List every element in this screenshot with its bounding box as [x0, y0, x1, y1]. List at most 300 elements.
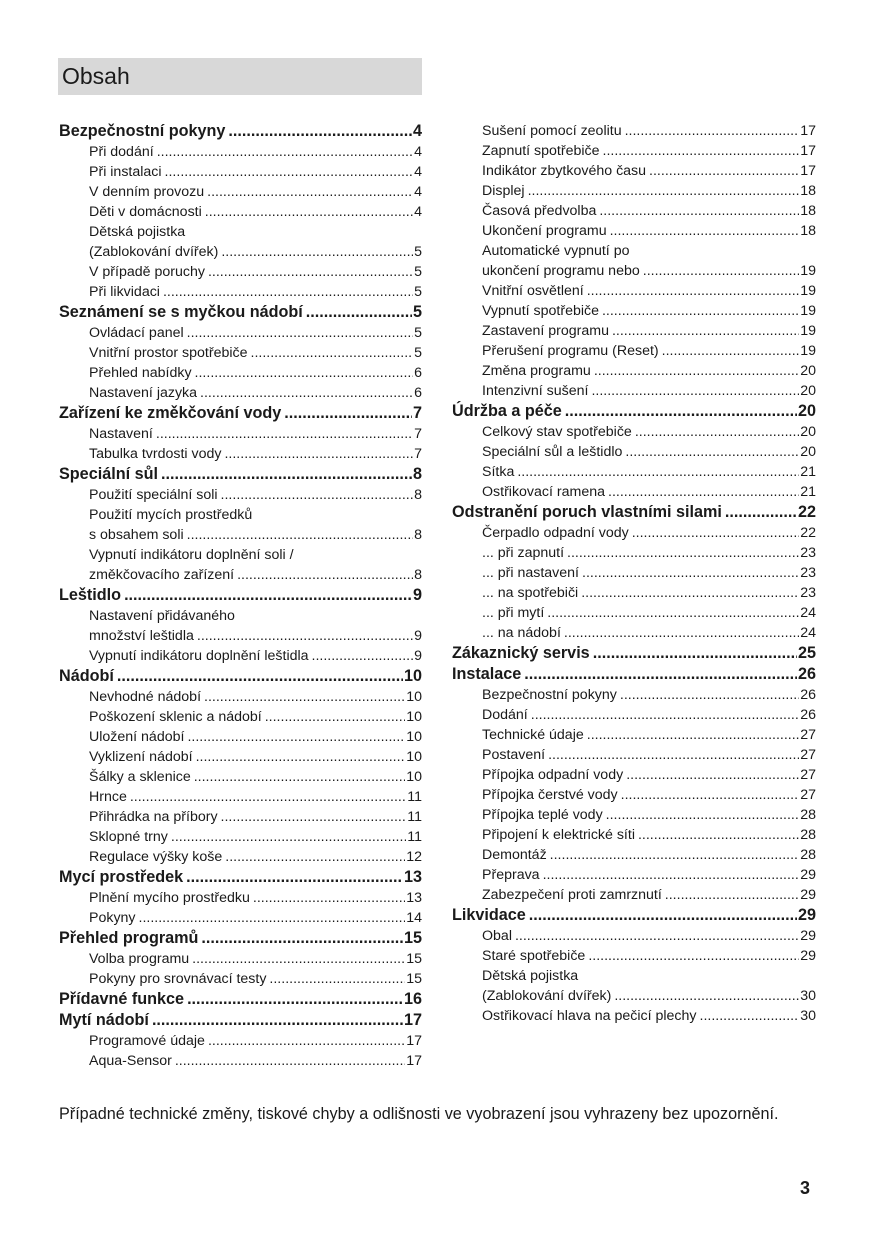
- dot-leader: [187, 323, 413, 343]
- dot-leader: [251, 343, 414, 363]
- dot-leader: [543, 865, 800, 885]
- toc-entry-title: Vyklizení nádobí: [89, 749, 193, 765]
- dot-leader: [591, 381, 799, 401]
- dot-leader: [186, 867, 403, 888]
- toc-page-number: 24: [800, 605, 816, 621]
- dot-leader: [221, 485, 414, 505]
- toc-page-number: 15: [403, 929, 422, 947]
- toc-entry-title: Programové údaje: [89, 1033, 205, 1049]
- toc-heading: [452, 401, 816, 422]
- dot-leader: [139, 908, 406, 928]
- toc-entry: [59, 606, 422, 626]
- toc-page-number: 5: [414, 244, 422, 260]
- toc-entry-title: Přídavné funkce: [59, 990, 185, 1008]
- dot-leader: [515, 926, 799, 946]
- toc-entry-title: Leštidlo: [59, 586, 122, 604]
- toc-page-number: 7: [414, 446, 422, 462]
- toc-page-number: 12: [406, 849, 422, 865]
- toc-page-number: 5: [412, 303, 422, 321]
- toc-entry-title: Vypnutí indikátoru doplnění soli /: [89, 547, 294, 563]
- toc-entry-title: Při dodání: [89, 144, 154, 160]
- toc-page-number: 5: [414, 284, 422, 300]
- toc-entry: [59, 888, 422, 908]
- toc-entry-title: množství leštidla: [89, 628, 194, 644]
- toc-page-number: 27: [800, 787, 816, 803]
- toc-entry-title: Nastavení jazyka: [89, 385, 198, 401]
- toc-entry-title: Vypnutí indikátoru doplnění leštidla: [89, 648, 309, 664]
- toc-page-number: 28: [800, 807, 816, 823]
- toc-heading: [59, 464, 422, 485]
- dot-leader: [284, 403, 412, 424]
- toc-page-number: 9: [412, 586, 422, 604]
- toc-entry-title: Nastavení: [89, 426, 153, 442]
- dot-leader: [625, 121, 800, 141]
- toc-heading: [59, 928, 422, 949]
- toc-entry-title: Mytí nádobí: [59, 1011, 149, 1029]
- dot-leader: [201, 928, 403, 949]
- toc-page-number: 11: [407, 809, 422, 825]
- toc-entry: [452, 765, 816, 785]
- toc-entry: [452, 543, 816, 563]
- toc-entry: [452, 221, 816, 241]
- toc-entry-title: Demontáž: [482, 847, 547, 863]
- toc-entry: [452, 1006, 816, 1026]
- dot-leader: [187, 727, 405, 747]
- toc-entry-title: V denním provozu: [89, 184, 205, 200]
- toc-entry: [59, 787, 422, 807]
- toc-page-number: 10: [406, 709, 422, 725]
- toc-entry-title: Intenzivní sušení: [482, 383, 589, 399]
- toc-page-number: 8: [412, 465, 422, 483]
- toc-entry-title: Přípojka odpadní vody: [482, 767, 624, 783]
- dot-leader: [603, 141, 800, 161]
- toc-page-number: 6: [414, 385, 422, 401]
- toc-page-number: 7: [412, 404, 422, 422]
- dot-leader: [208, 1031, 405, 1051]
- toc-page-number: 16: [403, 990, 422, 1008]
- dot-leader: [606, 805, 800, 825]
- dot-leader: [306, 302, 412, 323]
- toc-entry-title: Ostřikovací hlava na pečicí plechy: [482, 1008, 697, 1024]
- toc-entry: [59, 202, 422, 222]
- toc-page-number: 22: [800, 525, 816, 541]
- toc-entry-title: Volba programu: [89, 951, 190, 967]
- toc-page-number: 17: [800, 123, 816, 139]
- toc-entry-title: Ovládací panel: [89, 325, 184, 341]
- toc-page-number: 8: [414, 527, 422, 543]
- toc-entry-title: s obsahem soli: [89, 527, 184, 543]
- dot-leader: [638, 825, 799, 845]
- dot-leader: [528, 181, 800, 201]
- toc-entry: [59, 485, 422, 505]
- toc-page-number: 26: [797, 665, 816, 683]
- toc-entry-title: ukončení programu nebo: [482, 263, 640, 279]
- toc-entry: [59, 162, 422, 182]
- toc-entry-title: Speciální sůl: [59, 465, 158, 483]
- dot-leader: [599, 201, 799, 221]
- toc-entry-title: Při likvidaci: [89, 284, 160, 300]
- dot-leader: [269, 969, 405, 989]
- toc-entry-title: Automatické vypnutí po: [482, 243, 630, 259]
- toc-page-number: 22: [797, 503, 816, 521]
- toc-entry-title: Přehled nabídky: [89, 365, 192, 381]
- toc-entry: [59, 262, 422, 282]
- toc-entry: [59, 767, 422, 787]
- dot-leader: [529, 905, 797, 926]
- dot-leader: [237, 565, 413, 585]
- dot-leader: [643, 261, 799, 281]
- toc-page-number: 17: [406, 1033, 422, 1049]
- toc-heading: [452, 905, 816, 926]
- toc-entry-title: Zastavení programu: [482, 323, 609, 339]
- toc-heading: [452, 643, 816, 664]
- toc-entry-title: Zákaznický servis: [452, 644, 590, 662]
- toc-page-number: 18: [800, 223, 816, 239]
- toc-page-number: 9: [414, 648, 422, 664]
- toc-page-number: 29: [800, 928, 816, 944]
- page-number: 3: [800, 1178, 811, 1198]
- toc-page-number: 27: [800, 767, 816, 783]
- dot-leader: [194, 767, 405, 787]
- dot-leader: [587, 281, 799, 301]
- toc-entry-title: Ukončení programu: [482, 223, 607, 239]
- toc-entry-title: Plnění mycího prostředku: [89, 890, 250, 906]
- toc-entry: [452, 301, 816, 321]
- toc-entry: [452, 805, 816, 825]
- toc-left-column: [59, 121, 422, 1071]
- toc-entry-title: Časová předvolba: [482, 203, 597, 219]
- dot-leader: [632, 523, 800, 543]
- dot-leader: [200, 383, 413, 403]
- dot-leader: [187, 989, 403, 1010]
- toc-page-number: 17: [403, 1011, 422, 1029]
- toc-page-number: 26: [800, 687, 816, 703]
- toc-page-number: 4: [414, 204, 422, 220]
- toc-entry-title: Připojení k elektrické síti: [482, 827, 635, 843]
- toc-page-number: 20: [800, 363, 816, 379]
- toc-entry-title: Instalace: [452, 665, 522, 683]
- dot-leader: [565, 401, 797, 422]
- toc-entry: [59, 182, 422, 202]
- toc-entry: [59, 222, 422, 242]
- dot-leader: [582, 563, 799, 583]
- toc-entry-title: Seznámení se s myčkou nádobí: [59, 303, 303, 321]
- toc-entry-title: Sítka: [482, 464, 515, 480]
- toc-entry: [452, 845, 816, 865]
- toc-page-number: 20: [800, 383, 816, 399]
- toc-entry-title: Speciální sůl a leštidlo: [482, 444, 623, 460]
- toc-page-number: 27: [800, 747, 816, 763]
- dot-leader: [312, 646, 414, 666]
- dot-leader: [253, 888, 405, 908]
- toc-entry-title: Přihrádka na příbory: [89, 809, 218, 825]
- toc-entry: [59, 242, 422, 262]
- toc-page-number: 4: [414, 184, 422, 200]
- toc-entry-title: Sušení pomocí zeolitu: [482, 123, 622, 139]
- dot-leader: [195, 363, 414, 383]
- toc-heading: [452, 664, 816, 685]
- toc-page-number: 4: [412, 122, 422, 140]
- toc-page-number: 6: [414, 365, 422, 381]
- toc-entry: [59, 505, 422, 525]
- toc-entry-title: změkčovacího zařízení: [89, 567, 235, 583]
- dot-leader: [152, 1010, 403, 1031]
- toc-page-number: 18: [800, 183, 816, 199]
- toc-entry-title: Nevhodné nádobí: [89, 689, 202, 705]
- toc-entry-title: Zapnutí spotřebiče: [482, 143, 600, 159]
- dot-leader: [608, 482, 799, 502]
- toc-page-number: 13: [403, 868, 422, 886]
- toc-entry-title: Dětská pojistka: [89, 224, 186, 240]
- toc-page-number: 9: [414, 628, 422, 644]
- toc-page-number: 11: [407, 789, 422, 805]
- toc-entry-title: ... na spotřebiči: [482, 585, 579, 601]
- toc-entry: [59, 747, 422, 767]
- toc-page-number: 29: [800, 887, 816, 903]
- toc-entry: [452, 281, 816, 301]
- toc-entry: [59, 969, 422, 989]
- dot-leader: [626, 765, 799, 785]
- toc-entry: [59, 363, 422, 383]
- toc-entry: [452, 381, 816, 401]
- toc-entry: [59, 424, 422, 444]
- toc-page-number: 4: [414, 144, 422, 160]
- toc-page-number: 23: [800, 545, 816, 561]
- toc-heading: [59, 302, 422, 323]
- dot-leader: [635, 422, 799, 442]
- toc-page-number: 20: [800, 424, 816, 440]
- toc-page-number: 15: [406, 971, 422, 987]
- toc-entry: [452, 462, 816, 482]
- toc-page-number: 20: [800, 444, 816, 460]
- toc-entry: [59, 343, 422, 363]
- dot-leader: [610, 221, 800, 241]
- dot-leader: [163, 282, 413, 302]
- toc-heading: [452, 502, 816, 523]
- toc-entry: [59, 142, 422, 162]
- dot-leader: [550, 845, 800, 865]
- toc-heading: [59, 403, 422, 424]
- toc-entry: [452, 986, 816, 1006]
- toc-entry-title: Postavení: [482, 747, 546, 763]
- toc-entry-title: Při instalaci: [89, 164, 162, 180]
- toc-entry-title: Vypnutí spotřebiče: [482, 303, 599, 319]
- toc-page-number: 29: [797, 906, 816, 924]
- dot-leader: [171, 827, 406, 847]
- toc-entry-title: Zařízení ke změkčování vody: [59, 404, 282, 422]
- dot-leader: [517, 462, 799, 482]
- toc-entry: [452, 361, 816, 381]
- toc-page-number: 17: [800, 163, 816, 179]
- toc-heading: [59, 867, 422, 888]
- toc-page-number: 5: [414, 345, 422, 361]
- dot-leader: [547, 603, 799, 623]
- toc-page-number: 4: [414, 164, 422, 180]
- toc-right-column: [452, 121, 816, 1026]
- toc-page-number: 5: [414, 264, 422, 280]
- toc-entry-title: Nastavení přidávaného: [89, 608, 235, 624]
- toc-entry: [452, 161, 816, 181]
- toc-page-number: 28: [800, 847, 816, 863]
- toc-entry-title: Pokyny pro srovnávací testy: [89, 971, 267, 987]
- toc-page-number: 30: [800, 1008, 816, 1024]
- toc-page-number: 10: [403, 667, 422, 685]
- toc-page-number: 19: [800, 343, 816, 359]
- toc-entry-title: Mycí prostředek: [59, 868, 184, 886]
- toc-entry: [452, 705, 816, 725]
- toc-heading: [59, 989, 422, 1010]
- dot-leader: [265, 707, 405, 727]
- toc-entry-title: Pokyny: [89, 910, 136, 926]
- dot-leader: [205, 202, 413, 222]
- toc-entry: [59, 545, 422, 565]
- toc-entry-title: Displej: [482, 183, 525, 199]
- dot-leader: [665, 885, 799, 905]
- toc-entry: [452, 341, 816, 361]
- toc-entry-title: Použití speciální soli: [89, 487, 218, 503]
- dot-leader: [161, 464, 412, 485]
- dot-leader: [593, 643, 797, 664]
- dot-leader: [221, 807, 407, 827]
- toc-entry-title: ... při nastavení: [482, 565, 579, 581]
- dot-leader: [531, 705, 799, 725]
- toc-entry: [59, 444, 422, 464]
- toc-entry-title: Přehled programů: [59, 929, 199, 947]
- toc-entry-title: V případě poruchy: [89, 264, 205, 280]
- toc-entry: [59, 847, 422, 867]
- toc-entry: [452, 583, 816, 603]
- dot-leader: [567, 543, 799, 563]
- toc-entry-title: Ostřikovací ramena: [482, 484, 605, 500]
- toc-page-number: 19: [800, 283, 816, 299]
- toc-entry: [452, 422, 816, 442]
- toc-entry: [452, 785, 816, 805]
- toc-entry: [59, 687, 422, 707]
- toc-page-number: 18: [800, 203, 816, 219]
- toc-page-number: 17: [406, 1053, 422, 1069]
- toc-entry-title: Sklopné trny: [89, 829, 168, 845]
- toc-entry-title: Vnitřní prostor spotřebiče: [89, 345, 248, 361]
- dot-leader: [602, 301, 799, 321]
- toc-entry: [59, 1051, 422, 1071]
- toc-entry-title: Obal: [482, 928, 512, 944]
- toc-entry-title: Technické údaje: [482, 727, 584, 743]
- toc-entry: [452, 825, 816, 845]
- toc-entry-title: Zabezpečení proti zamrznutí: [482, 887, 662, 903]
- toc-page-number: 8: [414, 487, 422, 503]
- toc-entry-title: Přípojka teplé vody: [482, 807, 603, 823]
- toc-entry: [59, 908, 422, 928]
- toc-entry: [59, 1031, 422, 1051]
- dot-leader: [221, 242, 413, 262]
- dot-leader: [117, 666, 403, 687]
- toc-page-number: 13: [406, 890, 422, 906]
- toc-page-number: 15: [406, 951, 422, 967]
- toc-entry: [59, 646, 422, 666]
- toc-heading: [59, 585, 422, 606]
- toc-entry-title: (Zablokování dvířek): [89, 244, 219, 260]
- toc-entry: [452, 181, 816, 201]
- toc-entry: [452, 241, 816, 261]
- dot-leader: [581, 583, 799, 603]
- dot-leader: [620, 685, 799, 705]
- toc-entry: [59, 565, 422, 585]
- dot-leader: [725, 502, 797, 523]
- dot-leader: [612, 321, 799, 341]
- toc-entry-title: Staré spotřebiče: [482, 948, 586, 964]
- toc-entry-title: Údržba a péče: [452, 402, 562, 420]
- toc-entry: [452, 141, 816, 161]
- toc-entry-title: Odstranění poruch vlastními silami: [452, 503, 722, 521]
- toc-entry: [59, 827, 422, 847]
- toc-entry: [452, 442, 816, 462]
- toc-page-number: 10: [406, 769, 422, 785]
- dot-leader: [156, 424, 413, 444]
- toc-entry-title: Čerpadlo odpadní vody: [482, 525, 629, 541]
- toc-page-number: 28: [800, 827, 816, 843]
- toc-page-number: 10: [406, 729, 422, 745]
- toc-entry-title: ... na nádobí: [482, 625, 561, 641]
- dot-leader: [197, 626, 413, 646]
- dot-leader: [204, 687, 405, 707]
- toc-page-number: 21: [800, 464, 816, 480]
- disclaimer-note: Případné technické změny, tiskové chyby a odlišnosti ve vyobrazení jsou vyhrazeny bez upozornění.: [59, 1105, 779, 1123]
- dot-leader: [207, 182, 413, 202]
- dot-leader: [124, 585, 412, 606]
- toc-entry: [59, 282, 422, 302]
- dot-leader: [225, 847, 405, 867]
- toc-page-number: 19: [800, 323, 816, 339]
- dot-leader: [165, 162, 414, 182]
- toc-entry: [59, 807, 422, 827]
- toc-entry: [452, 865, 816, 885]
- toc-title-bar: [58, 58, 422, 95]
- toc-entry: [452, 603, 816, 623]
- toc-entry-title: Poškození sklenic a nádobí: [89, 709, 262, 725]
- toc-entry: [452, 563, 816, 583]
- toc-entry: [59, 949, 422, 969]
- toc-entry-title: Regulace výšky koše: [89, 849, 223, 865]
- dot-leader: [228, 121, 412, 142]
- toc-entry-title: (Zablokování dvířek): [482, 988, 612, 1004]
- toc-entry-title: Přeprava: [482, 867, 540, 883]
- toc-entry: [452, 966, 816, 986]
- toc-page-number: 10: [406, 689, 422, 705]
- toc-page-number: 8: [414, 567, 422, 583]
- toc-entry-title: Použití mycích prostředků: [89, 507, 253, 523]
- dot-leader: [548, 745, 799, 765]
- toc-entry-title: Přerušení programu (Reset): [482, 343, 659, 359]
- toc-entry-title: Změna programu: [482, 363, 591, 379]
- toc-page-number: 23: [800, 585, 816, 601]
- toc-entry: [452, 523, 816, 543]
- dot-leader: [662, 341, 800, 361]
- toc-entry: [59, 626, 422, 646]
- dot-leader: [587, 725, 799, 745]
- toc-page-number: 21: [800, 484, 816, 500]
- dot-leader: [614, 986, 799, 1006]
- toc-heading: [59, 666, 422, 687]
- toc-entry-title: Celkový stav spotřebiče: [482, 424, 632, 440]
- dot-leader: [621, 785, 800, 805]
- toc-page-number: 27: [800, 727, 816, 743]
- toc-page-number: 24: [800, 625, 816, 641]
- toc-entry-title: Děti v domácnosti: [89, 204, 202, 220]
- dot-leader: [196, 747, 406, 767]
- toc-page-number: 11: [407, 829, 422, 845]
- toc-page-number: 19: [800, 303, 816, 319]
- toc-entry: [59, 707, 422, 727]
